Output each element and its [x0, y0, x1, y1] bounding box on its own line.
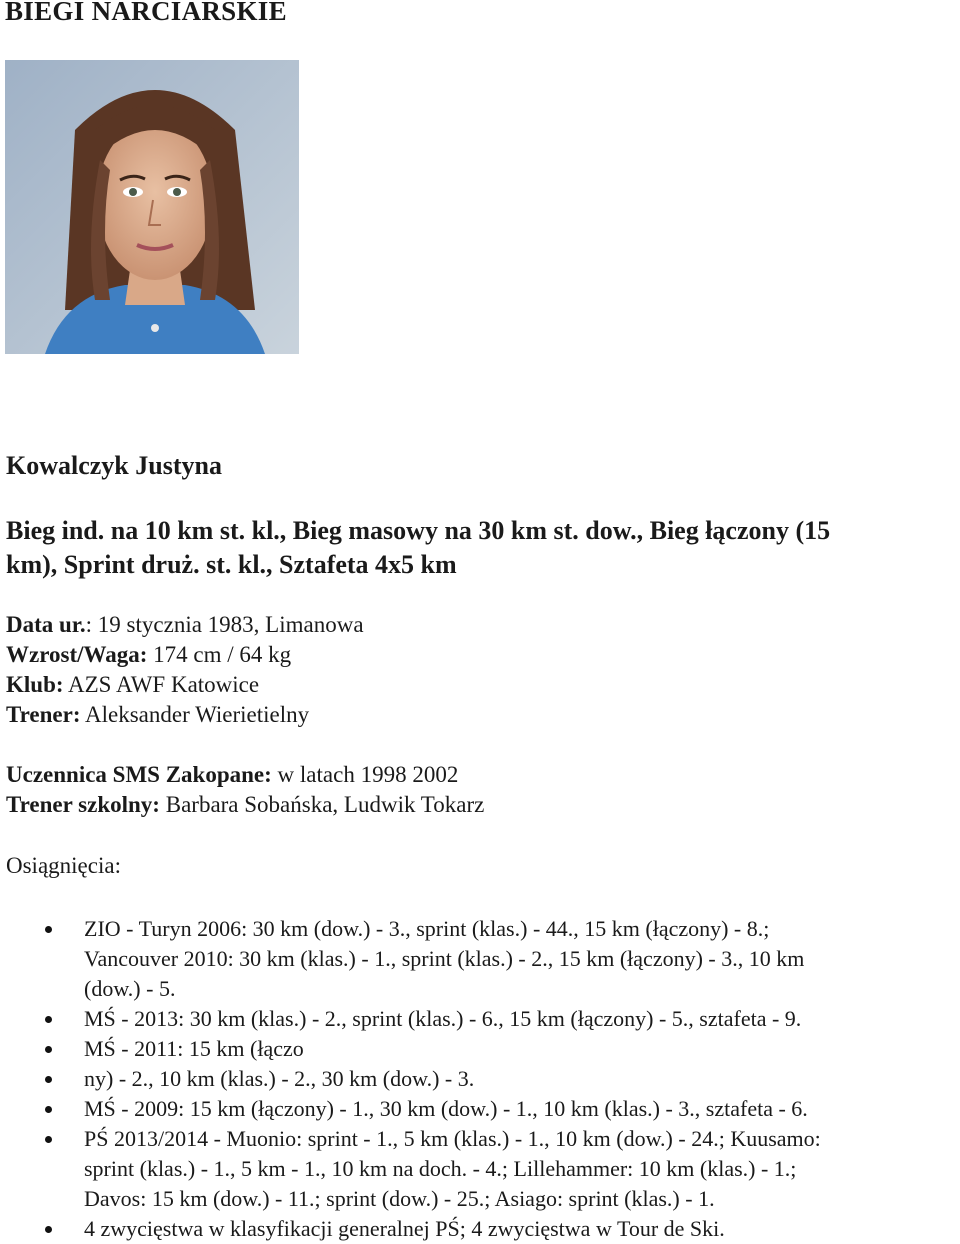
birth-row [6, 612, 364, 638]
club-label: Klub: [6, 672, 64, 697]
height-weight-label: Wzrost/Waga: [6, 642, 148, 667]
achievements-list [0, 914, 960, 1244]
birth-label: Data ur. [6, 612, 86, 637]
achievement-item: Davos: 15 km (dow.) - 11.; sprint (dow.) - 25.; Asiago: sprint (klas.) - 1. [84, 1186, 715, 1211]
events-line-1: Bieg ind. na 10 km st. kl., Bieg masowy na 30 km st. dow., Bieg łączony (15 [6, 516, 831, 545]
school-row [6, 762, 458, 788]
club-value: AZS AWF Katowice [63, 672, 260, 697]
achievement-item: 4 zwycięstwa w klasyfikacji generalnej PŚ; 4 zwycięstwa w Tour de Ski. [0, 1214, 960, 1244]
coach-label: Trener: [6, 702, 81, 727]
coach-row [6, 702, 309, 728]
height-weight-row [6, 642, 291, 668]
events-line-2: km), Sprint druż. st. kl., Sztafeta 4x5 km [6, 550, 457, 579]
page-header: BIEGI NARCIARSKIE [5, 0, 287, 26]
achievement-item: (dow.) - 5. [84, 976, 176, 1001]
school-label: Uczennica SMS Zakopane: [6, 762, 272, 787]
achievement-item: ZIO - Turyn 2006: 30 km (dow.) - 3., sprint (klas.) - 44., 15 km (łączony) - 8.; [0, 914, 960, 944]
athlete-name: Kowalczyk Justyna [6, 451, 222, 480]
school-coach-row [6, 792, 484, 818]
height-weight-value: 174 cm / 64 kg [147, 642, 292, 667]
athlete-events [6, 514, 951, 582]
achievement-item: PŚ 2013/2014 - Muonio: sprint - 1., 5 km (klas.) - 1., 10 km (dow.) - 24.; Kuusamo: [0, 1124, 960, 1154]
achievement-item: MŚ - 2009: 15 km (łączony) - 1., 30 km (dow.) - 1., 10 km (klas.) - 3., sztafeta - 6. [0, 1094, 960, 1124]
achievement-item: ny) - 2., 10 km (klas.) - 2., 30 km (dow.) - 3. [0, 1064, 960, 1094]
achievement-item: MŚ - 2011: 15 km (łączo [0, 1034, 960, 1064]
portrait-image [5, 60, 299, 354]
coach-value: Aleksander Wierietielny [80, 702, 310, 727]
athlete-photo [5, 60, 299, 354]
club-row [6, 672, 259, 698]
school-value: w latach 1998 2002 [271, 762, 459, 787]
achievement-item: MŚ - 2013: 30 km (klas.) - 2., sprint (klas.) - 6., 15 km (łączony) - 5., sztafeta - 9. [0, 1004, 960, 1034]
achievements-heading: Osiągnięcia: [6, 853, 121, 878]
achievement-item: Vancouver 2010: 30 km (klas.) - 1., sprint (klas.) - 2., 15 km (łączony) - 3., 10 km [84, 946, 805, 971]
school-coach-value: Barbara Sobańska, Ludwik Tokarz [159, 792, 485, 817]
achievement-item: sprint (klas.) - 1., 5 km - 1., 10 km na doch. - 4.; Lillehammer: 10 km (klas.) - 1.; [84, 1156, 797, 1181]
birth-value: : 19 stycznia 1983, Limanowa [85, 612, 364, 637]
school-coach-label: Trener szkolny: [6, 792, 160, 817]
